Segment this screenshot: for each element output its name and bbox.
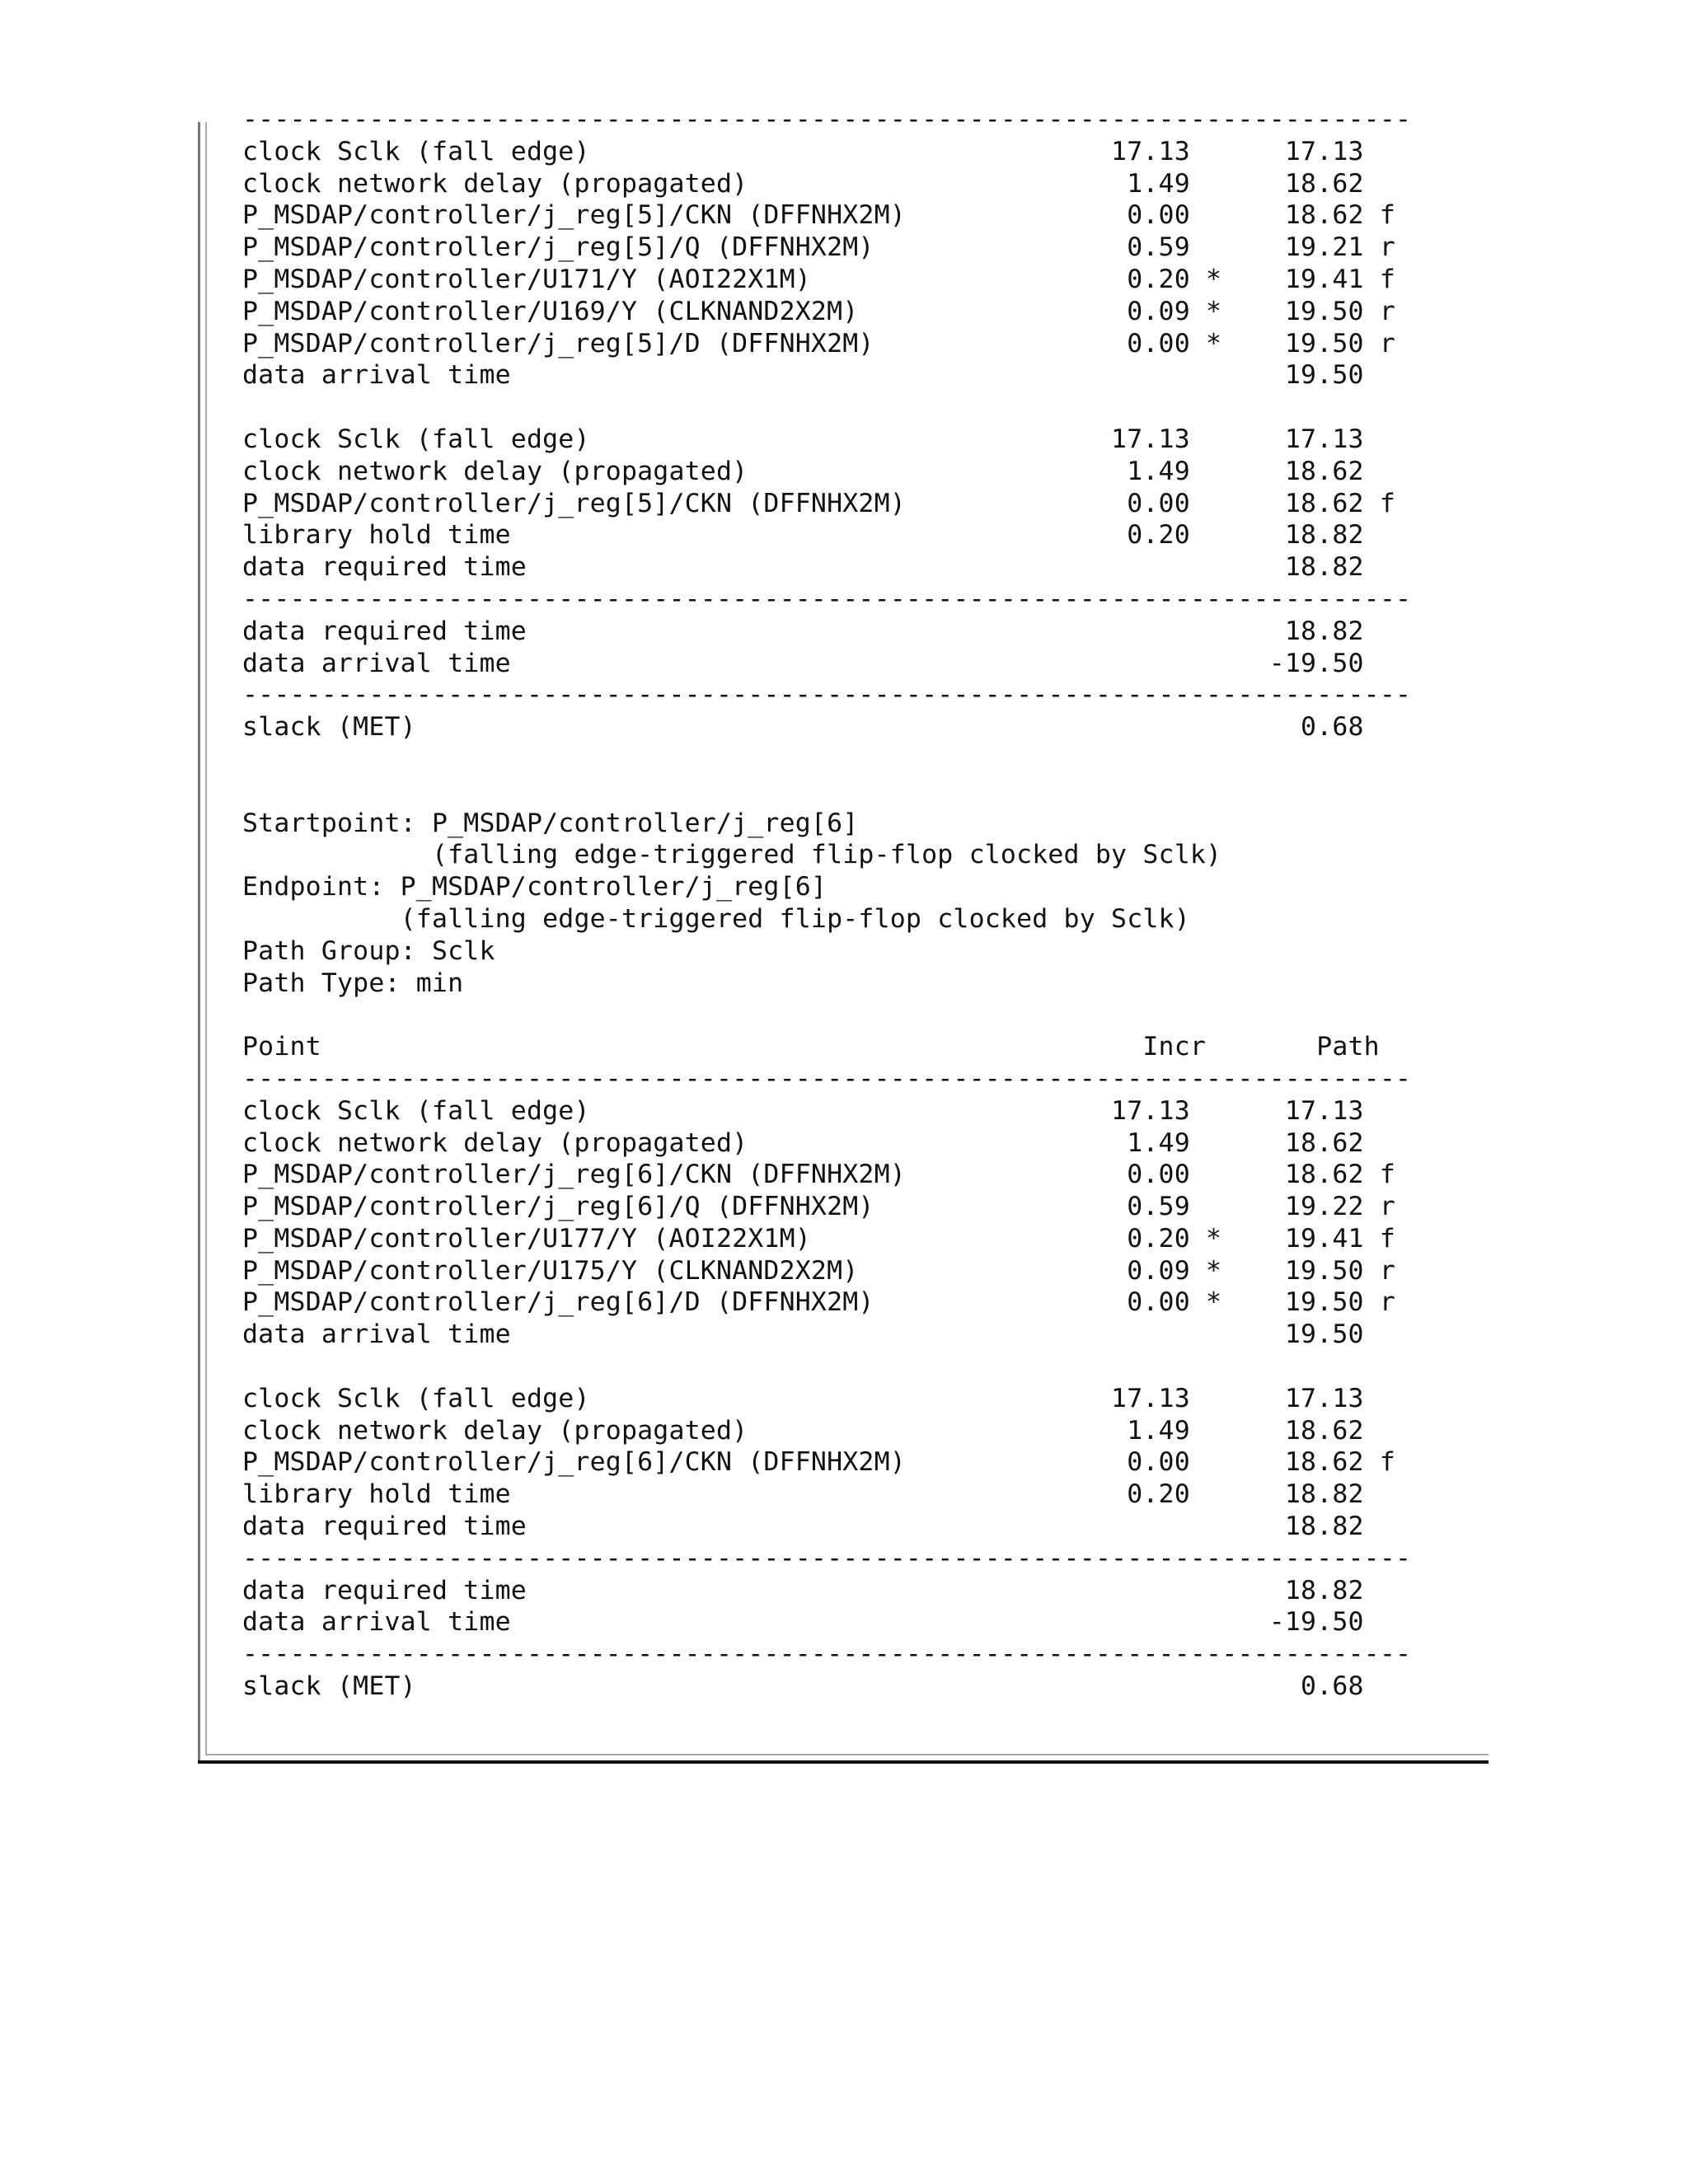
blank-line <box>242 776 1411 808</box>
report-line: P_MSDAP/controller/j_reg[5]/CKN (DFFNHX2M) 0.00 18.62 f <box>242 200 1396 231</box>
frame-left-inner-border <box>205 122 207 1754</box>
report-line: data required time 18.82 <box>242 1511 1364 1542</box>
report-line: P_MSDAP/controller/j_reg[5]/Q (DFFNHX2M) 0.59 19.21 r <box>242 232 1396 263</box>
report-line: P_MSDAP/controller/U171/Y (AOI22X1M) 0.20 * 19.41 f <box>242 264 1396 294</box>
report-line: clock Sclk (fall edge) 17.13 17.13 <box>242 1095 1364 1126</box>
separator-line: -------------------------------------------------------------------------- <box>242 105 1412 134</box>
blank-line <box>242 743 1411 776</box>
report-line: slack (MET) 0.68 <box>242 1671 1364 1702</box>
report-line: clock network delay (propagated) 1.49 18.62 <box>242 1127 1364 1158</box>
separator-line: -------------------------------------------------------------------------- <box>242 1543 1412 1573</box>
report-line: P_MSDAP/controller/U177/Y (AOI22X1M) 0.20 * 19.41 f <box>242 1223 1396 1254</box>
separator-line: -------------------------------------------------------------------------- <box>242 583 1412 614</box>
report-line: clock Sclk (fall edge) 17.13 17.13 <box>242 136 1364 166</box>
report-line: library hold time 0.20 18.82 <box>242 520 1364 551</box>
report-line: data required time 18.82 <box>242 552 1364 583</box>
blank-line <box>242 391 1411 424</box>
report-line: Path Type: min <box>242 968 464 998</box>
report-line: (falling edge-triggered flip-flop clocked by Sclk) <box>242 903 1190 934</box>
timing-report-text <box>242 104 1411 1703</box>
report-line: P_MSDAP/controller/j_reg[5]/D (DFFNHX2M) 0.00 * 19.50 r <box>242 328 1396 359</box>
blank-line <box>242 999 1411 1031</box>
report-line: data arrival time 19.50 <box>242 1319 1364 1350</box>
separator-line: -------------------------------------------------------------------------- <box>242 1639 1412 1670</box>
report-line: data required time 18.82 <box>242 1575 1364 1605</box>
report-line: P_MSDAP/controller/j_reg[6]/Q (DFFNHX2M) 0.59 19.22 r <box>242 1192 1396 1222</box>
report-line: clock network delay (propagated) 1.49 18.62 <box>242 456 1364 486</box>
report-line: P_MSDAP/controller/U169/Y (CLKNAND2X2M) 0.09 * 19.50 r <box>242 296 1396 326</box>
frame-bottom-inner-border <box>205 1754 1489 1755</box>
report-line: slack (MET) 0.68 <box>242 712 1364 743</box>
report-line: clock Sclk (fall edge) 17.13 17.13 <box>242 1383 1364 1413</box>
report-line: data required time 18.82 <box>242 616 1364 646</box>
report-line: clock network delay (propagated) 1.49 18.62 <box>242 168 1364 199</box>
report-line: Point Incr Path <box>242 1032 1380 1062</box>
report-line: P_MSDAP/controller/j_reg[5]/CKN (DFFNHX2M) 0.00 18.62 f <box>242 488 1396 518</box>
report-line: data arrival time -19.50 <box>242 648 1364 678</box>
report-line: P_MSDAP/controller/j_reg[6]/D (DFFNHX2M) 0.00 * 19.50 r <box>242 1287 1396 1318</box>
report-line: Path Group: Sclk <box>242 935 495 966</box>
report-line: P_MSDAP/controller/j_reg[6]/CKN (DFFNHX2M) 0.00 18.62 f <box>242 1160 1396 1190</box>
report-line: P_MSDAP/controller/U175/Y (CLKNAND2X2M) 0.09 * 19.50 r <box>242 1255 1396 1286</box>
report-line: P_MSDAP/controller/j_reg[6]/CKN (DFFNHX2M) 0.00 18.62 f <box>242 1447 1396 1478</box>
report-line: clock network delay (propagated) 1.49 18.62 <box>242 1415 1364 1446</box>
report-line: Endpoint: P_MSDAP/controller/j_reg[6] <box>242 872 828 902</box>
report-line: data arrival time 19.50 <box>242 360 1364 391</box>
blank-line <box>242 1351 1411 1383</box>
report-line: data arrival time -19.50 <box>242 1607 1364 1638</box>
separator-line: -------------------------------------------------------------------------- <box>242 1063 1412 1094</box>
report-line: library hold time 0.20 18.82 <box>242 1479 1364 1510</box>
separator-line: -------------------------------------------------------------------------- <box>242 680 1412 710</box>
report-line: Startpoint: P_MSDAP/controller/j_reg[6] <box>242 808 859 838</box>
frame-left-border <box>198 122 200 1760</box>
report-line: clock Sclk (fall edge) 17.13 17.13 <box>242 424 1364 454</box>
report-line: (falling edge-triggered flip-flop clocked by Sclk) <box>242 840 1222 870</box>
frame-bottom-border <box>198 1760 1489 1764</box>
